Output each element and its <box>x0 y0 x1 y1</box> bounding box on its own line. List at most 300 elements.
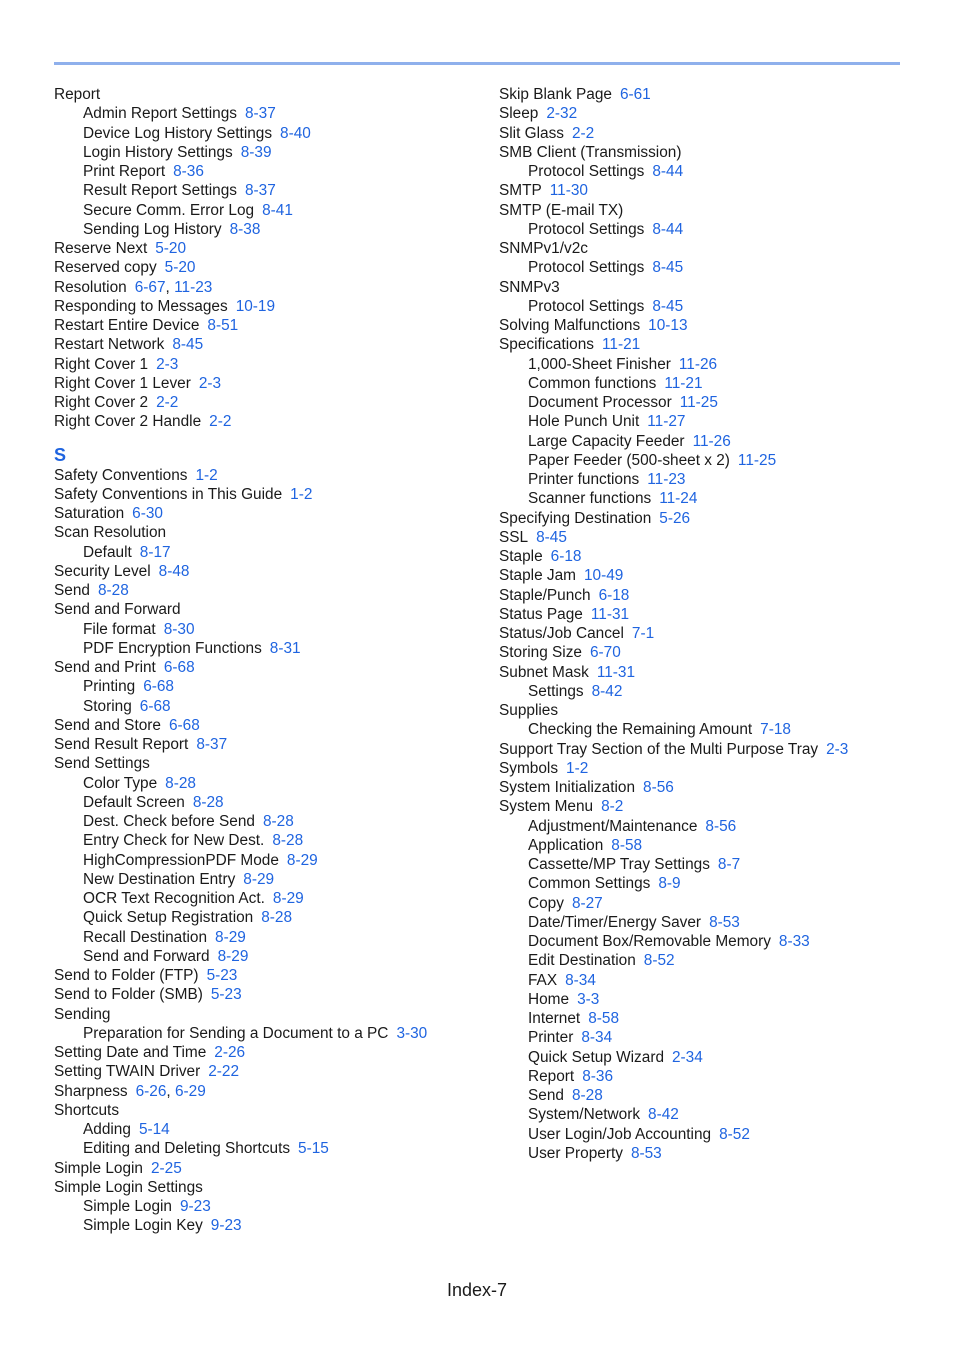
page-references <box>652 221 683 238</box>
page-link-6-18[interactable]: 6-18 <box>598 586 630 604</box>
page-references <box>738 452 776 469</box>
page-references <box>280 125 311 142</box>
index-term: Send and Store <box>54 716 161 734</box>
index-subentry <box>499 1125 939 1144</box>
page-link-2-22[interactable]: 2-22 <box>208 1063 240 1081</box>
index-entry <box>499 316 939 335</box>
page-link-11-25[interactable]: 11-25 <box>679 394 718 411</box>
index-entry <box>499 85 939 104</box>
page-link-6-68[interactable]: 6-68 <box>168 716 200 734</box>
index-term: Protocol Settings <box>528 220 645 238</box>
page-references <box>135 279 213 296</box>
index-subentry <box>54 639 494 658</box>
page-link-8-53[interactable]: 8-53 <box>709 913 740 931</box>
page-references <box>565 972 596 989</box>
page-link-11-27[interactable]: 11-27 <box>647 413 686 431</box>
page-link-8-17[interactable]: 8-17 <box>139 543 171 561</box>
page-references <box>572 125 594 142</box>
index-subentry <box>499 855 939 874</box>
index-entry <box>54 466 494 485</box>
index-term: Solving Malfunctions <box>499 317 641 334</box>
index-term: SSL <box>499 528 529 546</box>
index-term: Protocol Settings <box>528 163 645 180</box>
index-entry <box>499 239 939 258</box>
page-link-8-53[interactable]: 8-53 <box>630 1144 662 1162</box>
page-link-8-28[interactable]: 8-28 <box>571 1087 603 1104</box>
page-references <box>592 683 623 700</box>
page-references <box>577 991 599 1008</box>
page-link-6-29[interactable]: 6-29 <box>174 1082 206 1100</box>
index-entry <box>499 797 939 816</box>
page-references <box>241 144 272 161</box>
page-references <box>261 909 292 926</box>
page-references <box>705 818 736 835</box>
page-link-8-44[interactable]: 8-44 <box>652 220 684 238</box>
page-link-3-30[interactable]: 3-30 <box>396 1024 428 1042</box>
index-term: Supplies <box>499 702 559 719</box>
index-entry <box>54 716 494 735</box>
page-references <box>672 1049 703 1066</box>
index-entry <box>54 278 494 297</box>
page-link-8-31[interactable]: 8-31 <box>269 639 301 657</box>
index-subentry <box>54 1139 494 1158</box>
index-term: Checking the Remaining Amount <box>528 721 753 739</box>
index-term: Sending <box>54 1005 111 1023</box>
index-entry <box>54 1005 494 1024</box>
index-term: Specifying Destination <box>499 509 652 527</box>
index-subentry <box>499 393 939 412</box>
page-references <box>652 259 683 276</box>
index-subentry <box>54 143 494 162</box>
page-link-8-45[interactable]: 8-45 <box>536 528 567 546</box>
page-link-6-30[interactable]: 6-30 <box>132 505 163 522</box>
index-subentry <box>499 913 939 932</box>
page-link-8-45[interactable]: 8-45 <box>652 259 684 277</box>
page-references <box>193 794 224 811</box>
index-entry <box>499 605 939 624</box>
page-references <box>591 606 629 623</box>
index-entry <box>499 586 939 605</box>
index-term: Recall Destination <box>83 928 208 946</box>
page-link-8-36[interactable]: 8-36 <box>582 1067 614 1085</box>
page-link-9-23[interactable]: 9-23 <box>179 1198 211 1215</box>
page-link-5-23[interactable]: 5-23 <box>206 967 238 984</box>
index-term: Cassette/MP Tray Settings <box>528 856 710 873</box>
index-term: Slit Glass <box>499 124 564 142</box>
page-link-10-13[interactable]: 10-13 <box>648 317 688 334</box>
index-term: Send to Folder (SMB) <box>54 986 203 1004</box>
page-link-8-38[interactable]: 8-38 <box>229 220 261 238</box>
page-link-11-26[interactable]: 11-26 <box>692 432 731 450</box>
index-subentry <box>499 489 939 508</box>
page-link-8-45[interactable]: 8-45 <box>172 336 204 354</box>
page-references <box>611 837 642 854</box>
index-subentry <box>499 874 939 893</box>
page-link-8-28[interactable]: 8-28 <box>97 582 129 599</box>
page-references <box>290 486 312 503</box>
page-references <box>211 1217 242 1234</box>
page-link-8-36[interactable]: 8-36 <box>173 163 204 180</box>
page-references <box>211 986 242 1003</box>
index-subentry <box>54 124 494 143</box>
page-link-8-29[interactable]: 8-29 <box>215 928 246 946</box>
index-term: HighCompressionPDF Mode <box>83 851 279 869</box>
page-references <box>680 394 718 411</box>
index-term: Device Log History Settings <box>83 124 273 142</box>
index-term: Print Report <box>83 163 166 180</box>
index-term: Secure Comm. Error Log <box>83 201 255 219</box>
index-subentry <box>499 971 939 990</box>
index-entry <box>54 1082 494 1101</box>
index-term: SNMPv3 <box>499 278 560 296</box>
index-term: Printer <box>528 1029 574 1047</box>
page-link-8-44[interactable]: 8-44 <box>652 163 684 180</box>
index-term: Simple Login <box>54 1159 143 1177</box>
page-link-6-68[interactable]: 6-68 <box>139 697 171 715</box>
page-link-8-2[interactable]: 8-2 <box>601 798 624 816</box>
index-subentry <box>499 355 939 374</box>
index-term: 1,000-Sheet Finisher <box>528 355 671 373</box>
page-link-8-51[interactable]: 8-51 <box>207 317 239 334</box>
index-term: Specifications <box>499 336 594 354</box>
index-term: Reserved copy <box>54 259 157 277</box>
index-subentry <box>54 220 494 239</box>
page-link-11-25[interactable]: 11-25 <box>737 451 777 469</box>
index-subentry <box>499 1144 939 1163</box>
index-term: System Initialization <box>499 779 636 796</box>
index-subentry <box>499 1028 939 1047</box>
index-term: Simple Login <box>83 1198 172 1215</box>
page-references <box>652 298 683 315</box>
page-references <box>156 394 178 411</box>
page-references <box>602 336 640 353</box>
page-references <box>208 1063 239 1080</box>
index-term: Send <box>54 582 90 599</box>
page-link-8-28[interactable]: 8-28 <box>262 813 294 830</box>
index-subentry <box>54 1197 494 1216</box>
index-subentry <box>54 1216 494 1235</box>
page-references <box>165 259 196 276</box>
page-references <box>632 625 654 642</box>
page-references <box>620 86 651 103</box>
page-link-8-28[interactable]: 8-28 <box>272 832 304 850</box>
index-subentry <box>54 812 494 831</box>
page-link-8-37[interactable]: 8-37 <box>196 736 228 753</box>
page-link-7-1[interactable]: 7-1 <box>631 625 655 642</box>
index-term: Sleep <box>499 105 539 123</box>
page-references <box>236 298 275 315</box>
index-term: Setting TWAIN Driver <box>54 1063 201 1081</box>
page-link-8-58[interactable]: 8-58 <box>588 1010 620 1027</box>
page-link-8-29[interactable]: 8-29 <box>243 870 275 888</box>
page-references <box>679 356 717 373</box>
page-link-8-28[interactable]: 8-28 <box>165 774 196 792</box>
page-references <box>601 798 623 815</box>
page-references <box>826 741 848 758</box>
index-term: Settings <box>528 682 584 700</box>
page-references <box>218 948 249 965</box>
page-link-8-56[interactable]: 8-56 <box>705 817 737 835</box>
page-link-8-39[interactable]: 8-39 <box>240 143 272 161</box>
index-entry <box>54 485 494 504</box>
page-references <box>658 875 680 892</box>
index-term: User Property <box>528 1144 623 1162</box>
page-link-5-26[interactable]: 5-26 <box>659 509 691 527</box>
index-subentry <box>54 947 494 966</box>
page-link-2-2[interactable]: 2-2 <box>572 124 595 142</box>
page-link-8-40[interactable]: 8-40 <box>280 124 311 142</box>
page-link-8-28[interactable]: 8-28 <box>192 793 224 811</box>
page-references <box>159 563 190 580</box>
index-term: Storing Size <box>499 644 582 662</box>
index-entry <box>54 985 494 1004</box>
index-entry <box>54 1159 494 1178</box>
index-entry <box>54 297 494 316</box>
index-term: Reserve Next <box>54 240 148 257</box>
index-term: Default <box>83 543 132 561</box>
index-term: Login History Settings <box>83 143 233 161</box>
index-term: Restart Entire Device <box>54 317 200 334</box>
index-term: Right Cover 2 <box>54 394 149 411</box>
index-term: Adjustment/Maintenance <box>528 817 698 835</box>
page-link-8-45[interactable]: 8-45 <box>652 297 684 315</box>
page-link-8-52[interactable]: 8-52 <box>643 952 675 970</box>
page-link-2-3[interactable]: 2-3 <box>156 355 179 373</box>
index-term: Scan Resolution <box>54 524 167 542</box>
page-link-5-20[interactable]: 5-20 <box>164 259 196 277</box>
page-references <box>263 813 294 830</box>
index-entry <box>54 562 494 581</box>
page-link-2-2[interactable]: 2-2 <box>156 394 179 411</box>
page-link-6-68[interactable]: 6-68 <box>163 659 195 676</box>
index-subentry <box>499 220 939 239</box>
index-entry <box>499 624 939 643</box>
page-link-8-29[interactable]: 8-29 <box>286 851 318 869</box>
page-link-5-14[interactable]: 5-14 <box>138 1121 170 1138</box>
index-term: Send and Forward <box>83 947 210 965</box>
section-letter-heading: S <box>54 444 67 465</box>
index-subentry <box>499 951 939 970</box>
page-link-8-29[interactable]: 8-29 <box>217 947 249 965</box>
page-link-11-23[interactable]: 11-23 <box>647 471 686 488</box>
page-references <box>779 933 810 950</box>
header-rule <box>54 62 900 65</box>
page-link-2-34[interactable]: 2-34 <box>672 1048 703 1066</box>
page-link-11-26[interactable]: 11-26 <box>678 355 718 373</box>
page-link-5-15[interactable]: 5-15 <box>298 1140 329 1158</box>
page-references <box>536 529 567 546</box>
page-references <box>718 856 740 873</box>
index-term: Resolution <box>54 278 127 296</box>
page-references <box>245 182 276 199</box>
page-link-9-23[interactable]: 9-23 <box>210 1217 242 1235</box>
page-references <box>599 587 630 604</box>
page-link-10-49[interactable]: 10-49 <box>584 567 624 585</box>
index-entry <box>54 412 494 431</box>
page-link-11-23[interactable]: 11-23 <box>174 278 213 296</box>
index-term: Edit Destination <box>528 952 636 970</box>
index-term: Symbols <box>499 759 559 777</box>
index-entry <box>54 754 494 773</box>
page-link-11-24[interactable]: 11-24 <box>659 490 698 508</box>
page-references <box>590 644 621 661</box>
index-term: Safety Conventions <box>54 466 188 484</box>
page-link-3-3[interactable]: 3-3 <box>577 990 600 1008</box>
page-link-1-2[interactable]: 1-2 <box>195 466 218 484</box>
page-link-11-31[interactable]: 11-31 <box>590 605 630 623</box>
page-link-8-37[interactable]: 8-37 <box>244 105 276 123</box>
index-subentry <box>54 104 494 123</box>
index-term: Large Capacity Feeder <box>528 432 685 450</box>
page-number: Index-7 <box>446 1280 508 1300</box>
page-link-2-32[interactable]: 2-32 <box>546 105 578 123</box>
page-link-8-27[interactable]: 8-27 <box>571 894 603 912</box>
page-link-11-21[interactable]: 11-21 <box>601 336 641 354</box>
index-term: Home <box>528 990 570 1008</box>
index-entry <box>499 759 939 778</box>
index-entry <box>499 566 939 585</box>
page-link-2-3[interactable]: 2-3 <box>826 740 849 758</box>
index-subentry <box>499 817 939 836</box>
index-term: Printer functions <box>528 471 640 488</box>
index-term: Send Result Report <box>54 736 189 753</box>
page-link-10-19[interactable]: 10-19 <box>235 297 276 315</box>
page-references <box>546 105 577 122</box>
page-references <box>298 1140 329 1157</box>
page-link-8-30[interactable]: 8-30 <box>163 620 195 638</box>
index-term: Report <box>528 1067 575 1085</box>
page-references <box>647 471 685 488</box>
index-term: Quick Setup Registration <box>83 909 254 927</box>
page-link-8-42[interactable]: 8-42 <box>591 682 623 700</box>
index-entry <box>54 1043 494 1062</box>
index-term: Document Processor <box>528 394 672 411</box>
page-references <box>648 317 687 334</box>
page-references <box>631 1145 662 1162</box>
index-term: Subnet Mask <box>499 663 589 681</box>
page-link-8-48[interactable]: 8-48 <box>158 562 190 580</box>
page-link-8-7[interactable]: 8-7 <box>717 856 741 873</box>
page-references <box>164 621 195 638</box>
index-entry <box>499 528 939 547</box>
page-references <box>709 914 740 931</box>
index-term: Security Level <box>54 562 151 580</box>
index-subentry <box>54 928 494 947</box>
page-references <box>588 1010 619 1027</box>
index-entry <box>54 581 494 600</box>
page-link-8-33[interactable]: 8-33 <box>778 933 810 950</box>
page-link-2-3[interactable]: 2-3 <box>198 374 222 392</box>
page-link-8-37[interactable]: 8-37 <box>244 182 276 200</box>
page-link-6-70[interactable]: 6-70 <box>589 644 621 662</box>
page-link-8-42[interactable]: 8-42 <box>648 1106 679 1124</box>
page-references <box>199 375 221 392</box>
index-term: Status Page <box>499 605 583 623</box>
index-term: Preparation for Sending a Document to a PC <box>83 1024 389 1042</box>
page-references <box>652 163 683 180</box>
index-term: Editing and Deleting Shortcuts <box>83 1140 291 1158</box>
page-link-1-2[interactable]: 1-2 <box>290 485 313 503</box>
index-subentry <box>499 1105 939 1124</box>
page-link-7-18[interactable]: 7-18 <box>760 721 791 739</box>
page-link-11-21[interactable]: 11-21 <box>664 374 703 392</box>
page-link-5-23[interactable]: 5-23 <box>210 986 242 1004</box>
page-link-6-61[interactable]: 6-61 <box>619 86 651 103</box>
page-references <box>693 433 731 450</box>
index-subentry <box>499 297 939 316</box>
index-subentry <box>54 793 494 812</box>
page-link-2-26[interactable]: 2-26 <box>214 1044 246 1061</box>
index-term: Simple Login Settings <box>54 1178 203 1196</box>
index-term: Send <box>528 1087 564 1104</box>
index-subentry <box>54 851 494 870</box>
index-term: Admin Report Settings <box>83 105 237 123</box>
page-references <box>140 544 171 561</box>
index-term: User Login/Job Accounting <box>528 1125 712 1143</box>
page-references <box>151 1160 182 1177</box>
index-subentry <box>54 870 494 889</box>
page-link-8-29[interactable]: 8-29 <box>272 890 304 907</box>
page-link-6-67[interactable]: 6-67 <box>134 278 166 296</box>
page-references <box>155 240 186 257</box>
index-column-left <box>54 85 494 1236</box>
page-link-2-25[interactable]: 2-25 <box>150 1159 182 1177</box>
index-subentry <box>54 620 494 639</box>
page-references <box>132 505 163 522</box>
index-entry <box>499 778 939 797</box>
page-link-8-9[interactable]: 8-9 <box>658 875 681 893</box>
index-column-right <box>499 85 939 1163</box>
index-entry <box>499 335 939 354</box>
page-references <box>647 413 685 430</box>
index-term: Protocol Settings <box>528 297 645 315</box>
page-link-8-58[interactable]: 8-58 <box>611 836 643 854</box>
page-link-8-41[interactable]: 8-41 <box>262 201 293 219</box>
index-subentry <box>499 451 939 470</box>
index-subentry <box>499 894 939 913</box>
index-entry <box>54 735 494 754</box>
index-term: Shortcuts <box>54 1101 120 1119</box>
index-term: Storing <box>83 697 132 715</box>
index-subentry <box>499 1086 939 1105</box>
page-link-8-56[interactable]: 8-56 <box>643 779 674 796</box>
page-link-8-28[interactable]: 8-28 <box>261 909 293 927</box>
page-references <box>195 467 217 484</box>
page-references <box>659 490 697 507</box>
page-link-6-68[interactable]: 6-68 <box>143 678 174 696</box>
index-entry <box>54 258 494 277</box>
page-references <box>396 1025 427 1042</box>
page-link-8-52[interactable]: 8-52 <box>719 1125 750 1143</box>
page-link-8-34[interactable]: 8-34 <box>581 1029 613 1047</box>
page-link-8-34[interactable]: 8-34 <box>565 971 596 989</box>
index-subentry <box>499 470 939 489</box>
page-link-1-2[interactable]: 1-2 <box>566 759 589 777</box>
page-link-11-30[interactable]: 11-30 <box>549 182 588 200</box>
index-entry <box>54 1178 494 1197</box>
index-subentry <box>54 908 494 927</box>
index-entry <box>499 663 939 682</box>
page-references <box>173 163 204 180</box>
index-term: Adding <box>83 1121 131 1138</box>
page-link-6-26[interactable]: 6-26 <box>135 1082 167 1100</box>
page-references <box>98 582 129 599</box>
page-link-11-31[interactable]: 11-31 <box>596 663 636 681</box>
page-references <box>196 736 227 753</box>
page-link-6-18[interactable]: 6-18 <box>550 548 582 565</box>
page-link-2-2[interactable]: 2-2 <box>209 413 232 431</box>
page-link-5-20[interactable]: 5-20 <box>155 240 187 257</box>
